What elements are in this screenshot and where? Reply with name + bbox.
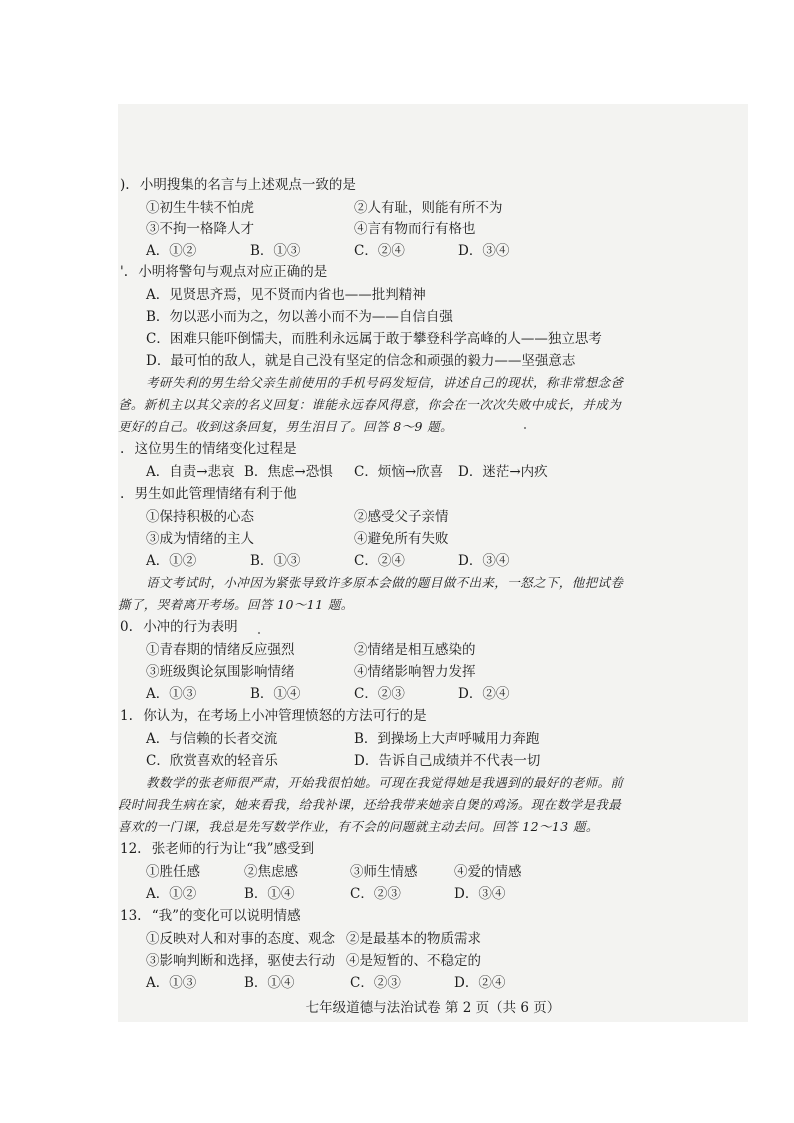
scan-speck xyxy=(258,632,260,634)
q13-opt1: ①反映对人和对事的态度、观念 xyxy=(146,931,335,947)
q9-opt2: ②感受父子亲情 xyxy=(354,509,449,525)
q12-opt2: ②焦虑感 xyxy=(244,864,298,880)
q6-stem xyxy=(120,176,356,194)
q13-choice-c: C．②③ xyxy=(350,975,401,991)
q10-choice-c: C．②③ xyxy=(354,686,405,702)
q13-choice-b: B．①④ xyxy=(244,975,295,991)
q11-stem-text: 你认为，在考场上小冲管理愤怒的方法可行的是 xyxy=(143,708,427,724)
q6-stem-text: 小明搜集的名言与上述观点一致的是 xyxy=(139,177,356,193)
q13-opt2: ②是最基本的物质需求 xyxy=(346,931,481,947)
q10-opt4: ④情绪影响智力发挥 xyxy=(354,664,476,680)
q11-choice-d: D．告诉自己成绩并不代表一切 xyxy=(354,753,541,769)
passage3-line2: 段时间我生病在家，她来看我，给我补课，还给我带来她亲自煲的鸡汤。现在数学是我最 xyxy=(118,797,622,812)
passage1-line2: 爸。新机主以其父亲的名义回复：谁能永远春风得意，你会在一次次失败中成长，并成为 xyxy=(118,397,622,412)
q6-opt3: ③不拘一格降人才 xyxy=(146,221,254,237)
passage3-line3: 喜欢的一门课，我总是先写数学作业，有不会的问题就主动去问。回答 12～13 题。 xyxy=(118,819,599,834)
q9-opt4: ④避免所有失败 xyxy=(354,531,449,547)
scan-speck xyxy=(524,427,526,429)
q6-opt1: ①初生牛犊不怕虎 xyxy=(146,200,254,216)
q8-choice-c: C．烦恼→欣喜 xyxy=(354,464,444,480)
q6-choice-d: D．③④ xyxy=(458,243,510,259)
passage2-line2: 撕了，哭着离开考场。回答 10～11 题。 xyxy=(118,597,354,612)
q7-choice-d: D．最可怕的敌人，就是自己没有坚定的信念和顽强的毅力——坚强意志 xyxy=(146,353,576,369)
q7-choice-b: B．勿以恶小而为之，勿以善小而不为——自信自强 xyxy=(146,309,453,325)
q8-stem xyxy=(120,440,297,458)
q13-choice-d: D．②④ xyxy=(454,975,506,991)
q10-stem xyxy=(120,618,238,636)
q13-opt3: ③影响判断和选择，驱使去行动 xyxy=(146,953,335,969)
q9-choice-d: D．③④ xyxy=(458,553,510,569)
q13-opt4: ④是短暂的、不稳定的 xyxy=(346,953,481,969)
q7-choice-c: C．困难只能吓倒懦夫，而胜利永远属于敢于攀登科学高峰的人——独立思考 xyxy=(146,331,602,347)
q11-number: 1. xyxy=(120,708,133,724)
q11-stem xyxy=(120,707,427,725)
q10-opt3: ③班级舆论氛围影响情绪 xyxy=(146,664,295,680)
q12-opt4: ④爱的情感 xyxy=(454,864,522,880)
q8-choice-b: B．焦虑→恐惧 xyxy=(244,464,333,480)
q8-stem-text: 这位男生的情绪变化过程是 xyxy=(134,441,297,457)
q6-opt2: ②人有耻，则能有所不为 xyxy=(354,200,503,216)
passage3-line1: 教数学的张老师很严肃，开始我很怕她。可现在我觉得她是我遇到的最好的老师。前 xyxy=(146,775,624,790)
q10-choice-b: B．①④ xyxy=(250,686,301,702)
q10-number: 0. xyxy=(120,619,133,635)
q7-stem-text: 小明将警句与观点对应正确的是 xyxy=(138,264,328,280)
q7-choice-a: A．见贤思齐焉，见不贤而内省也——批判精神 xyxy=(146,287,426,303)
q12-opt3: ③师生情感 xyxy=(350,864,418,880)
q12-choice-b: B．①④ xyxy=(244,886,295,902)
q7-stem xyxy=(120,263,327,281)
q11-choice-b: B．到操场上大声呼喊用力奔跑 xyxy=(354,731,540,747)
q11-choice-c: C．欣赏喜欢的轻音乐 xyxy=(146,753,278,769)
passage2-line1: 语文考试时，小冲因为紧张导致许多原本会做的题目做不出来，一怒之下，他把试卷 xyxy=(146,575,624,590)
passage1-line1: 考研失利的男生给父亲生前使用的手机号码发短信，讲述自己的现状，称非常想念爸 xyxy=(146,375,624,390)
q9-choice-c: C．②④ xyxy=(354,553,405,569)
q6-choice-b: B．①③ xyxy=(250,243,301,259)
q6-choice-a: A．①② xyxy=(146,243,197,259)
q9-choice-a: A．①② xyxy=(146,553,197,569)
q12-stem-text: 张老师的行为让“我”感受到 xyxy=(151,841,315,857)
q10-choice-d: D．②④ xyxy=(458,686,510,702)
q8-choice-a: A．自责→悲哀 xyxy=(146,464,235,480)
q8-number: . xyxy=(120,441,125,457)
q9-stem-text: 男生如此管理情绪有利于他 xyxy=(134,486,297,502)
q10-opt1: ①青春期的情绪反应强烈 xyxy=(146,642,295,658)
q11-choice-a: A．与信赖的长者交流 xyxy=(146,731,278,747)
q9-opt1: ①保持积极的心态 xyxy=(146,509,254,525)
q9-stem xyxy=(120,485,297,503)
q10-choice-a: A．①③ xyxy=(146,686,197,702)
q12-opt1: ①胜任感 xyxy=(146,864,200,880)
q6-choice-c: C．②④ xyxy=(354,243,405,259)
q10-stem-text: 小冲的行为表明 xyxy=(143,619,238,635)
q12-choice-c: C．②③ xyxy=(350,886,401,902)
q13-stem xyxy=(120,907,301,925)
q9-opt3: ③成为情绪的主人 xyxy=(146,531,254,547)
q8-choice-d: D．迷茫→内疚 xyxy=(458,464,548,480)
q12-number: 12. xyxy=(120,841,142,857)
scanned-page xyxy=(118,104,748,1022)
q9-number: . xyxy=(120,486,125,502)
q10-opt2: ②情绪是相互感染的 xyxy=(354,642,476,658)
q12-choice-d: D．③④ xyxy=(454,886,506,902)
q13-number: 13. xyxy=(120,908,142,924)
q13-choice-a: A．①③ xyxy=(146,975,197,991)
q7-number: '. xyxy=(120,264,129,280)
page-footer: 七年级道德与法治试卷 第 2 页（共 6 页） xyxy=(305,1000,561,1016)
q12-stem xyxy=(120,840,314,858)
q12-choice-a: A．①② xyxy=(146,886,197,902)
q9-choice-b: B．①③ xyxy=(250,553,301,569)
q6-opt4: ④言有物而行有格也 xyxy=(354,221,476,237)
passage1-line3: 更好的自己。收到这条回复，男生泪目了。回答 8～9 题。 xyxy=(118,419,454,434)
q6-number: ). xyxy=(120,177,130,193)
q13-stem-text: “我”的变化可以说明情感 xyxy=(151,908,301,924)
